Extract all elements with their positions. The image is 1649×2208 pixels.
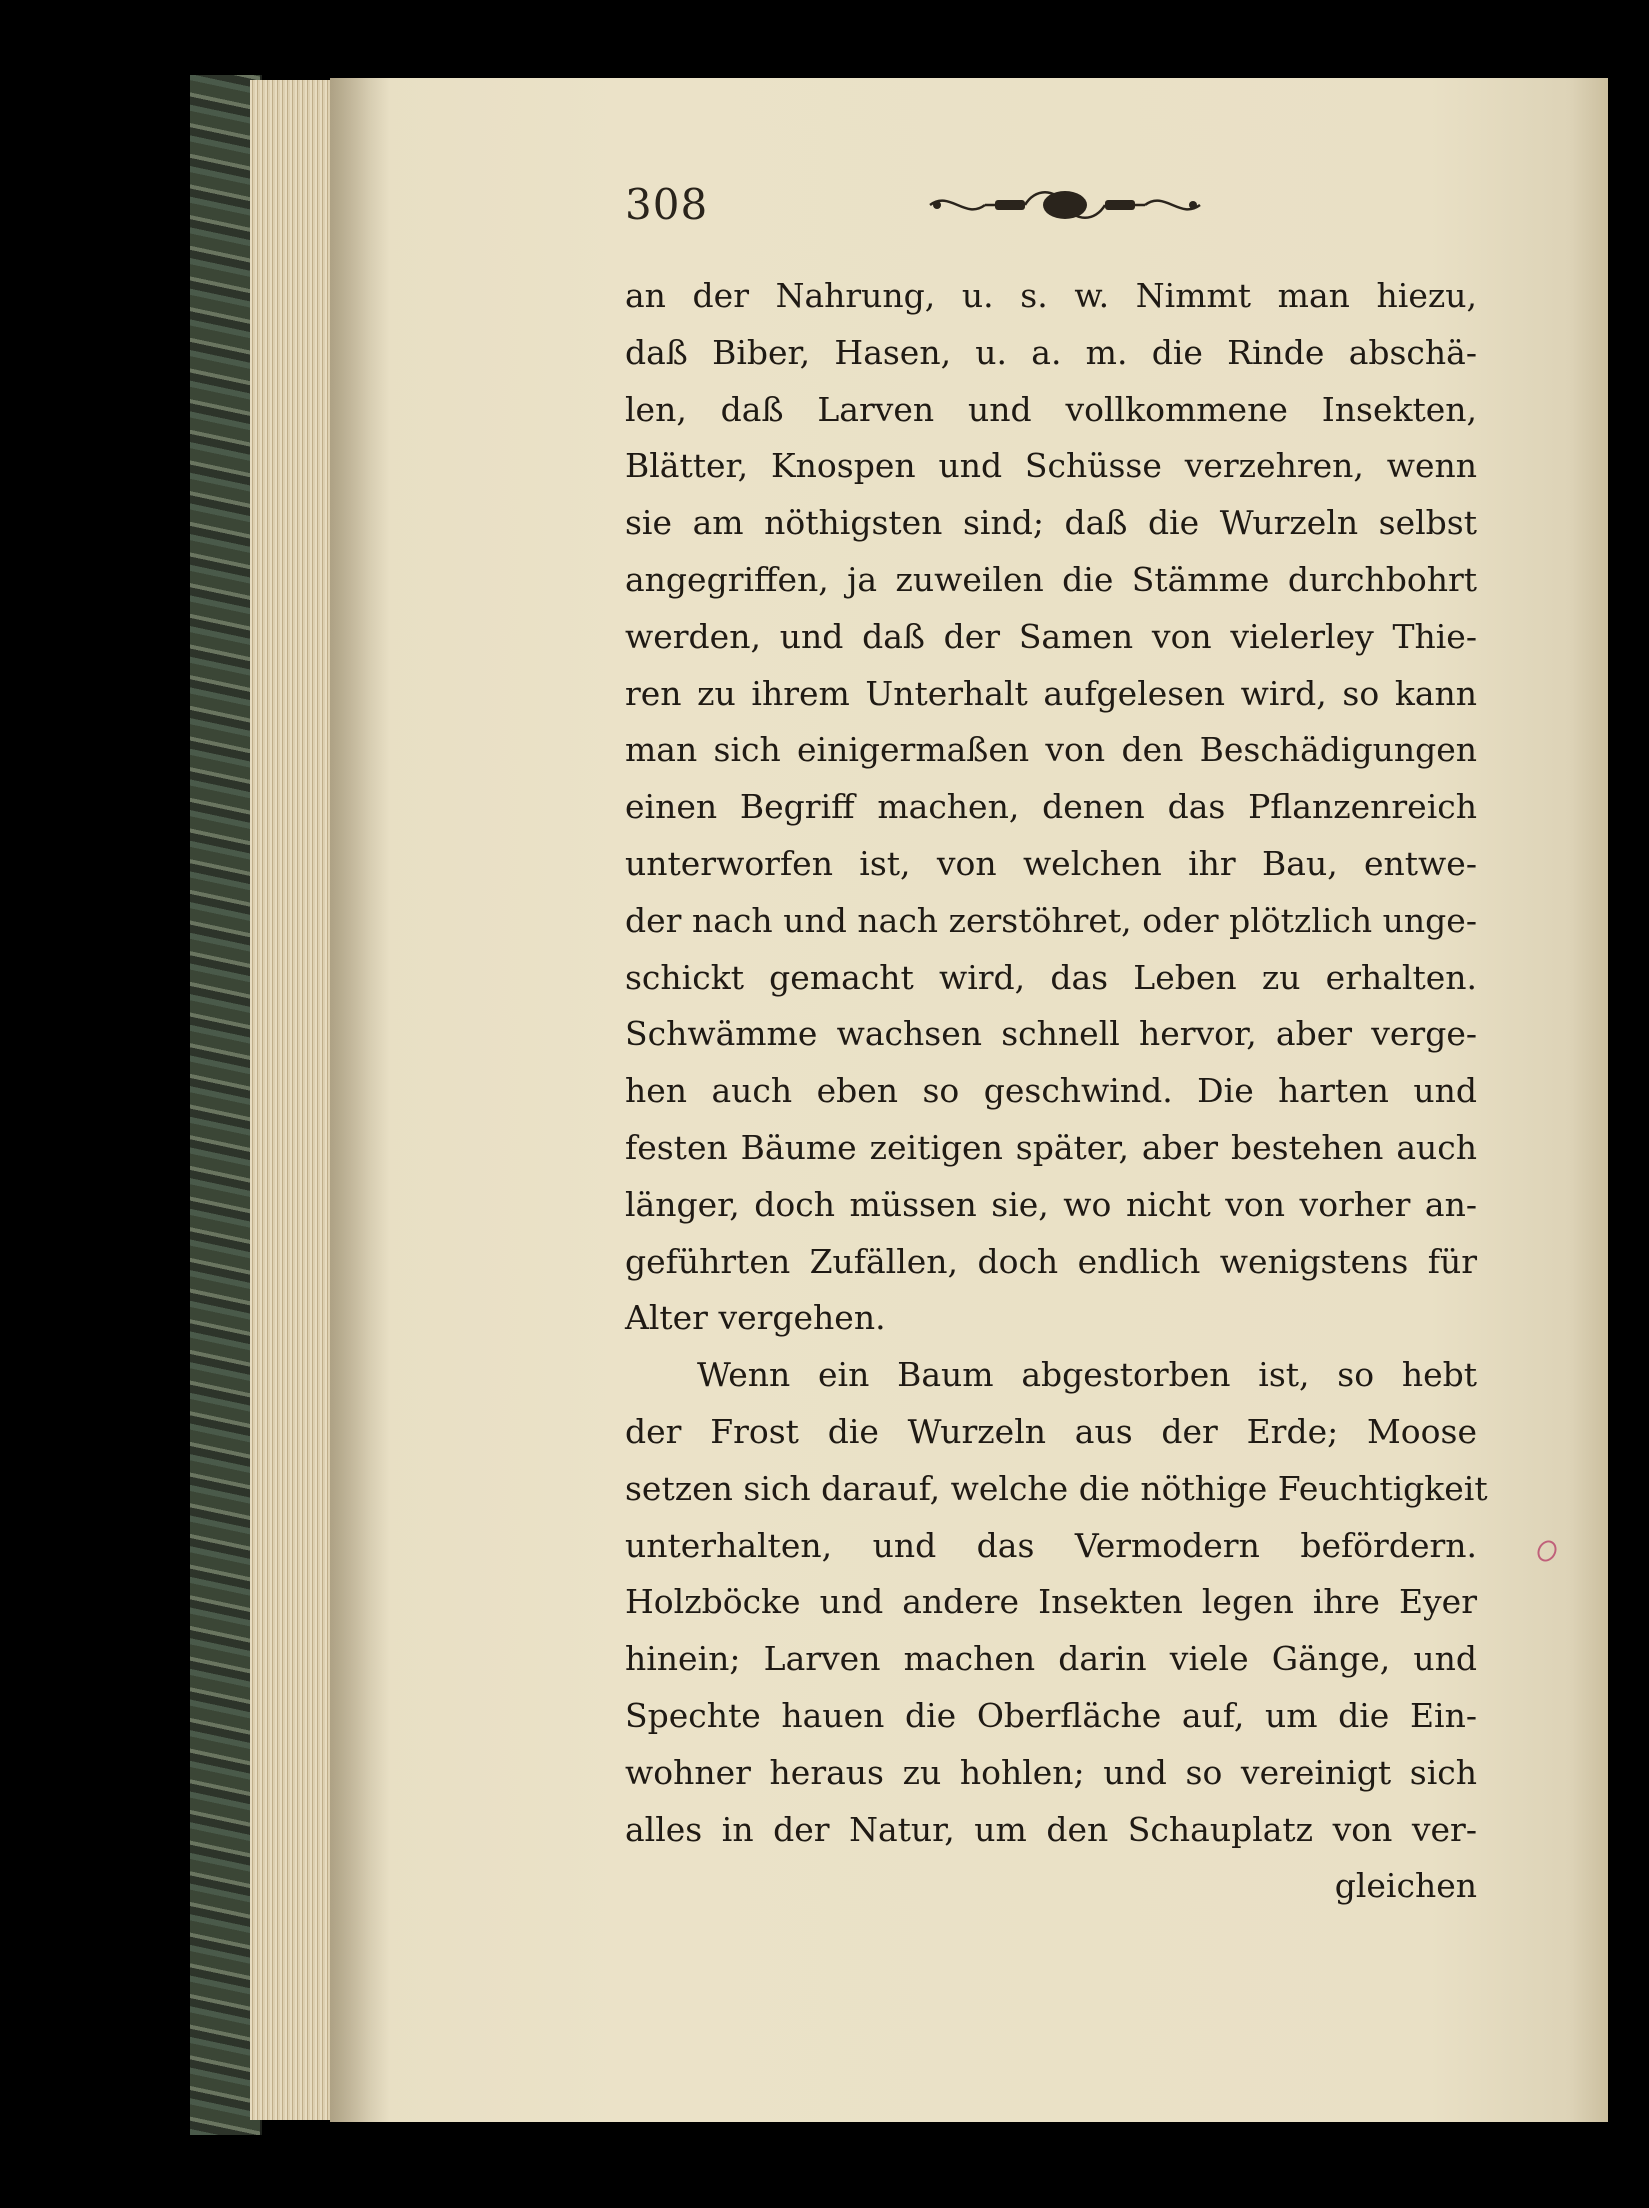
text-line: angegriffen, ja zuweilen die Stämme durchbohrt xyxy=(625,559,1477,599)
text-line: len, daß Larven und vollkommene Insekten, xyxy=(625,389,1477,429)
gutter-shadow xyxy=(330,78,390,2122)
text-line: schickt gemacht wird, das Leben zu erhalten. xyxy=(625,957,1477,997)
text-line: Holzböcke und andere Insekten legen ihre Eyer xyxy=(625,1582,1477,1622)
text-line: werden, und daß der Samen von vielerley Thie- xyxy=(625,616,1477,656)
body-text xyxy=(625,268,1488,1915)
text-line: hinein; Larven machen darin viele Gänge, und xyxy=(625,1639,1477,1679)
text-line: alles in der Natur, um den Schauplatz von ver- xyxy=(625,1809,1477,1849)
page-header xyxy=(625,180,1470,240)
text-line: an der Nahrung, u. s. w. Nimmt man hiezu, xyxy=(625,276,1477,315)
text-line: Blätter, Knospen und Schüsse verzehren, wenn xyxy=(625,446,1477,486)
text-line: daß Biber, Hasen, u. a. m. die Rinde abschä- xyxy=(625,332,1477,372)
text-line: Schwämme wachsen schnell hervor, aber verge- xyxy=(625,1014,1477,1054)
text-line: man sich einigermaßen von den Beschädigungen xyxy=(625,730,1477,770)
text-line: setzen sich darauf, welche die nöthige Feuchtigkeit xyxy=(625,1468,1488,1508)
text-line: hen auch eben so geschwind. Die harten und xyxy=(625,1071,1477,1111)
text-line: unterworfen ist, von welchen ihr Bau, entwe- xyxy=(625,843,1477,883)
page-edges xyxy=(250,80,331,2120)
text-line: unterhalten, und das Vermodern befördern. xyxy=(625,1525,1477,1565)
text-line: ren zu ihrem Unterhalt aufgelesen wird, so kann xyxy=(625,673,1477,713)
text-line: der nach und nach zerstöhret, oder plötzlich unge- xyxy=(625,900,1477,940)
text-line: länger, doch müssen sie, wo nicht von vorher an- xyxy=(625,1184,1477,1224)
text-line: der Frost die Wurzeln aus der Erde; Moose xyxy=(625,1411,1477,1451)
catchword: gleichen xyxy=(1334,1866,1477,1906)
page-number: 308 xyxy=(625,180,709,229)
text-line: geführten Zufällen, doch endlich wenigstens für xyxy=(625,1241,1477,1281)
text-line: einen Begriff machen, denen das Pflanzenreich xyxy=(625,787,1477,827)
text-line: Alter vergehen. xyxy=(625,1298,886,1338)
text-line: Spechte hauen die Oberfläche auf, um die Ein- xyxy=(625,1695,1477,1735)
text-line: sie am nöthigsten sind; daß die Wurzeln selbst xyxy=(625,503,1477,543)
header-ornament xyxy=(925,180,1205,230)
text-line: Wenn ein Baum abgestorben ist, so hebt xyxy=(697,1355,1477,1395)
text-line: wohner heraus zu hohlen; und so vereinigt sich xyxy=(625,1752,1477,1792)
text-line: festen Bäume zeitigen später, aber bestehen auch xyxy=(625,1127,1477,1167)
